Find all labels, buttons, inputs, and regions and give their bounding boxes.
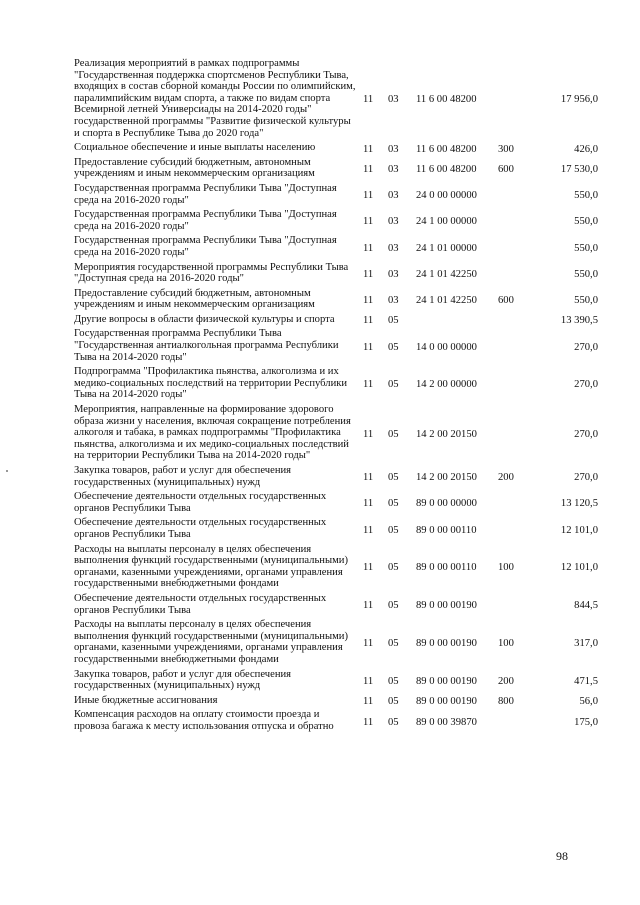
row-subsection: 05 [388, 379, 399, 391]
row-subsection: 03 [388, 164, 399, 176]
row-subsection: 05 [388, 696, 399, 708]
row-target-article: 89 0 00 00190 [416, 696, 477, 708]
row-name: Социальное обеспечение и иные выплаты населению [74, 142, 316, 154]
row-subsection: 03 [388, 242, 399, 254]
row-section: 11 [363, 498, 374, 510]
row-name: Государственная программа Республики Тыва "Доступная среда на 2016-2020 годы" [74, 182, 337, 206]
row-amount: 550,0 [574, 190, 598, 202]
row-section: 11 [363, 472, 374, 484]
row-subsection: 05 [388, 716, 399, 728]
budget-table-body [74, 58, 598, 735]
row-target-article: 89 0 00 00110 [416, 524, 477, 536]
row-target-article: 89 0 00 00190 [416, 600, 477, 612]
row-name: Закупка товаров, работ и услуг для обеспечения государственных (муниципальных) нужд [74, 465, 292, 488]
row-subsection: 05 [388, 498, 399, 510]
row-name: Предоставление субсидий бюджетным, автономным учреждениям и иным некоммерческим организациям [74, 287, 315, 311]
row-section: 11 [363, 164, 374, 176]
table-row [74, 366, 598, 404]
row-target-article: 89 0 00 00190 [416, 638, 477, 650]
row-target-article: 14 0 00 00000 [416, 341, 477, 353]
table-row [74, 314, 598, 329]
row-amount: 12 101,0 [560, 562, 598, 574]
row-amount: 270,0 [574, 379, 598, 391]
row-section: 11 [363, 696, 374, 708]
row-subsection: 05 [388, 524, 399, 536]
row-name: Мероприятия, направленные на формирование здорового образа жизни у населения, включая сокращение потребления алкоголя и табака, в рамках подпрограммы "Профилактика пьянства, алкоголизма и их медико-социальных последствий на территории Республики Тыва на 2014-2020 годы" [74, 404, 351, 462]
table-row [74, 404, 598, 465]
row-expense-type [494, 517, 542, 543]
row-amount: 17 530,0 [560, 164, 598, 176]
row-target-article: 14 2 00 00000 [416, 379, 477, 391]
row-amount: 317,0 [574, 638, 598, 650]
row-expense-type: 600 [498, 164, 514, 176]
row-section: 11 [363, 268, 374, 280]
row-target-article: 89 0 00 00110 [416, 562, 477, 574]
row-target-article: 89 0 00 00000 [416, 498, 477, 510]
row-target-article: 11 6 00 48200 [416, 164, 477, 176]
table-row [74, 157, 598, 183]
table-row [74, 142, 598, 157]
row-section: 11 [363, 315, 374, 327]
row-amount: 12 101,0 [560, 524, 598, 536]
row-section: 11 [363, 242, 374, 254]
table-row [74, 235, 598, 261]
row-subsection: 05 [388, 315, 399, 327]
row-target-article: 24 1 01 00000 [416, 242, 477, 254]
row-section: 11 [363, 294, 374, 306]
table-row [74, 544, 598, 593]
row-section: 11 [363, 716, 374, 728]
row-expense-type [494, 328, 542, 366]
row-name: Реализация мероприятий в рамках подпрограммы "Государственная поддержка спортсменов Республики Тыва, входящих в состав сборной команды России по олимпийским, паралимпийским видам спорта, а также по видам спорта Всемирной летней Универсиады на 2014-2020 годы" государственной программы "Развитие физической культуры и спорта в Республике Тыва до 2020 года" [74, 58, 356, 139]
row-subsection: 05 [388, 675, 399, 687]
row-section: 11 [363, 524, 374, 536]
row-name: Государственная программа Республики Тыва "Доступная среда на 2016-2020 годы" [74, 235, 337, 258]
row-target-article: 89 0 00 39870 [416, 716, 477, 728]
scan-speck [6, 470, 8, 472]
row-amount: 550,0 [574, 242, 598, 254]
row-subsection: 03 [388, 143, 399, 155]
row-subsection: 03 [388, 268, 399, 280]
table-row [74, 288, 598, 314]
row-amount: 426,0 [574, 143, 598, 155]
row-section: 11 [363, 638, 374, 650]
row-expense-type: 200 [498, 675, 514, 687]
row-amount: 270,0 [574, 472, 598, 484]
table-row [74, 209, 598, 235]
row-section: 11 [363, 675, 374, 687]
row-target-article: 11 6 00 48200 [416, 143, 477, 155]
row-expense-type [494, 709, 542, 735]
table-row [74, 695, 598, 710]
row-expense-type: 300 [498, 143, 514, 155]
page-number: 98 [556, 849, 568, 863]
row-expense-type [494, 593, 542, 619]
row-target-article: 24 0 00 00000 [416, 190, 477, 202]
row-amount: 550,0 [574, 216, 598, 228]
row-expense-type [494, 366, 542, 404]
row-name: Обеспечение деятельности отдельных государственных органов Республики Тыва [74, 491, 327, 514]
row-subsection: 05 [388, 638, 399, 650]
table-row [74, 183, 598, 209]
row-section: 11 [363, 600, 374, 612]
row-name: Закупка товаров, работ и услуг для обеспечения государственных (муниципальных) нужд [74, 668, 292, 692]
table-row [74, 517, 598, 543]
row-name: Обеспечение деятельности отдельных государственных органов Республики Тыва [74, 517, 327, 540]
row-amount: 17 956,0 [560, 94, 598, 106]
row-expense-type [494, 262, 542, 288]
row-name: Обеспечение деятельности отдельных государственных органов Республики Тыва [74, 592, 327, 616]
row-expense-type [494, 235, 542, 261]
row-amount: 13 390,5 [560, 315, 598, 327]
table-row [74, 328, 598, 366]
row-target-article: 24 1 00 00000 [416, 216, 477, 228]
row-amount: 844,5 [574, 600, 598, 612]
row-expense-type [494, 209, 542, 235]
row-expense-type [494, 314, 542, 329]
row-section: 11 [363, 94, 374, 106]
table-row [74, 709, 598, 735]
row-section: 11 [363, 428, 374, 440]
row-amount: 270,0 [574, 341, 598, 353]
row-name: Мероприятия государственной программы Республики Тыва "Доступная среда на 2016-2020 годы" [74, 261, 349, 285]
row-expense-type [494, 183, 542, 209]
row-expense-type: 600 [498, 294, 514, 306]
row-name: Расходы на выплаты персоналу в целях обеспечения выполнения функций государственными (муниципальными) органами, казенными учреждениями, органами управления государственными внебюджетными фондами [74, 543, 348, 590]
row-section: 11 [363, 562, 374, 574]
row-expense-type [494, 404, 542, 465]
row-section: 11 [363, 216, 374, 228]
row-subsection: 05 [388, 562, 399, 574]
row-subsection: 05 [388, 428, 399, 440]
row-section: 11 [363, 190, 374, 202]
row-subsection: 03 [388, 190, 399, 202]
row-subsection: 03 [388, 216, 399, 228]
table-row [74, 491, 598, 517]
row-amount: 175,0 [574, 716, 598, 728]
table-row [74, 465, 598, 491]
row-name: Расходы на выплаты персоналу в целях обеспечения выполнения функций государственными (муниципальными) органами, казенными учреждениями, органами управления государственными внебюджетными фондами [74, 619, 348, 665]
row-subsection: 03 [388, 294, 399, 306]
table-row [74, 593, 598, 619]
table-row [74, 262, 598, 288]
row-subsection: 05 [388, 600, 399, 612]
row-name: Компенсация расходов на оплату стоимости проезда и провоза багажа к месту использования отпуска и обратно [74, 709, 334, 732]
row-expense-type: 200 [498, 472, 514, 484]
row-name: Предоставление субсидий бюджетным, автономным учреждениям и иным некоммерческим организациям [74, 156, 315, 180]
row-target-article: 14 2 00 20150 [416, 472, 477, 484]
row-target-article: 14 2 00 20150 [416, 428, 477, 440]
row-name: Иные бюджетные ассигнования [74, 694, 218, 706]
row-amount: 550,0 [574, 268, 598, 280]
row-section: 11 [363, 379, 374, 391]
row-target-article: 89 0 00 00190 [416, 675, 477, 687]
row-amount: 270,0 [574, 428, 598, 440]
table-row [74, 58, 598, 142]
row-expense-type: 100 [498, 562, 514, 574]
row-expense-type: 100 [498, 638, 514, 650]
row-name: Подпрограмма "Профилактика пьянства, алкоголизма и их медико-социальных последствий на территории Республики Тыва на 2014-2020 годы" [74, 366, 348, 401]
row-name: Другие вопросы в области физической культуры и спорта [74, 313, 335, 325]
table-row [74, 619, 598, 668]
row-amount: 471,5 [574, 675, 598, 687]
row-target-article: 24 1 01 42250 [416, 294, 477, 306]
table-row [74, 669, 598, 695]
row-section: 11 [363, 341, 374, 353]
row-target-article: 11 6 00 48200 [416, 94, 477, 106]
row-subsection: 05 [388, 341, 399, 353]
row-amount: 56,0 [579, 696, 598, 708]
row-section: 11 [363, 143, 374, 155]
row-expense-type: 800 [498, 696, 514, 708]
row-amount: 13 120,5 [560, 498, 598, 510]
row-amount: 550,0 [574, 294, 598, 306]
row-subsection: 05 [388, 472, 399, 484]
row-target-article [414, 314, 494, 329]
row-subsection: 03 [388, 94, 399, 106]
row-name: Государственная программа Республики Тыва "Доступная среда на 2016-2020 годы" [74, 209, 337, 232]
row-expense-type [494, 491, 542, 517]
row-target-article: 24 1 01 42250 [416, 268, 477, 280]
budget-table [74, 58, 598, 735]
row-expense-type [494, 58, 542, 142]
row-name: Государственная программа Республики Тыва "Государственная антиалкогольная программа Республики Тыва на 2014-2020 годы" [74, 328, 339, 363]
